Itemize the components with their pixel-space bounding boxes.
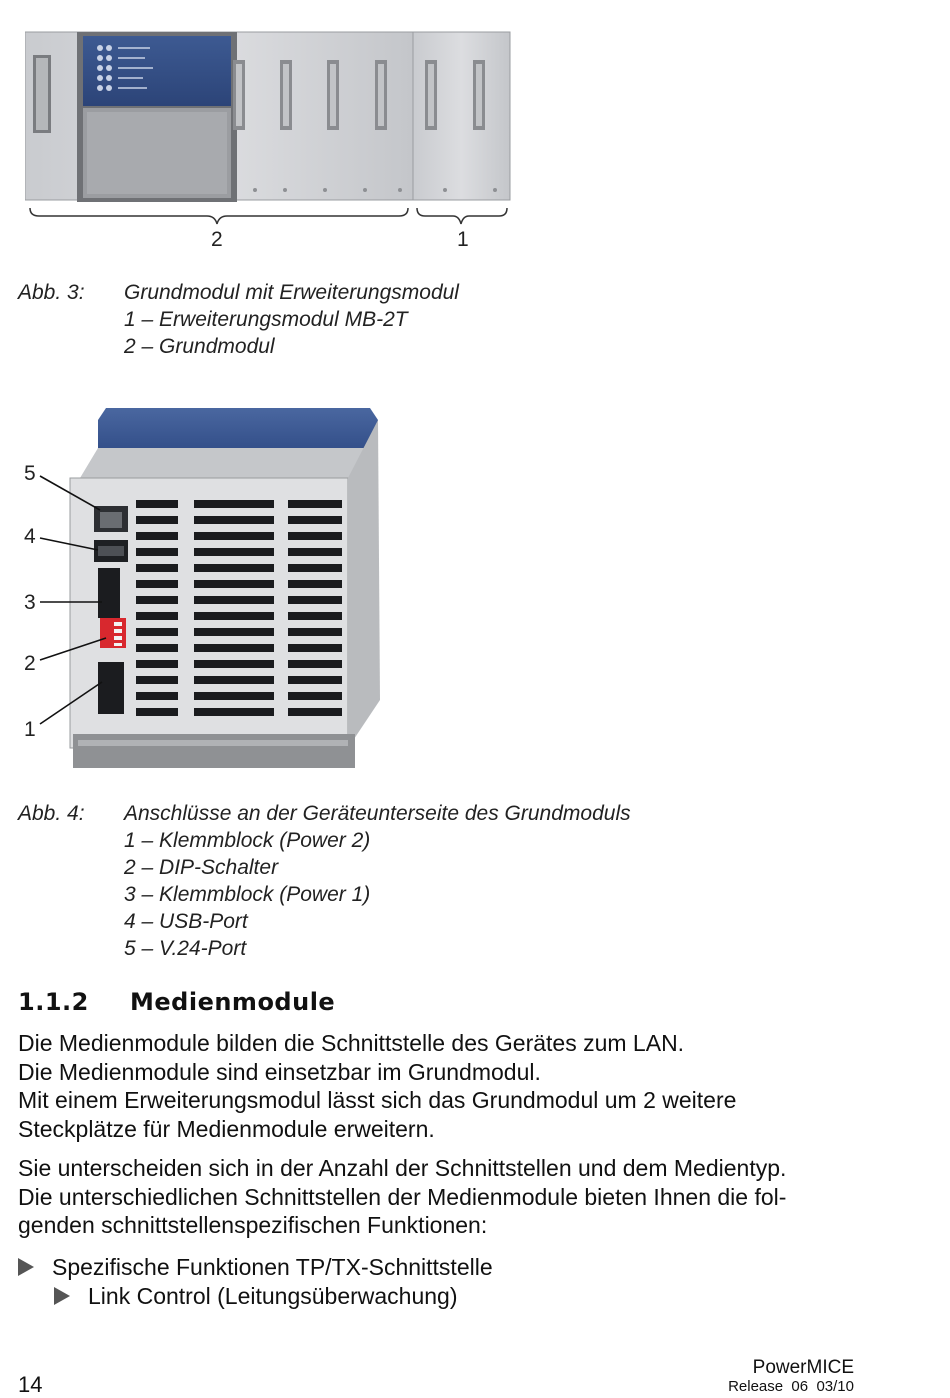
caption-line: 2 – Grundmodul: [124, 335, 275, 358]
callout-2: 2: [24, 652, 36, 675]
paragraph-line: Steckplätze für Medienmodule erweitern.: [18, 1115, 435, 1142]
footer-release: Release 06 03/10: [728, 1378, 854, 1395]
caption-line: 4 – USB-Port: [124, 910, 248, 933]
paragraph-line: Sie unterscheiden sich in der Anzahl der Schnittstellen und dem Medientyp.: [18, 1155, 787, 1181]
bullet-text: Link Control (Leitungsüberwachung): [88, 1283, 458, 1309]
bullet-text: Spezifische Funktionen TP/TX-Schnittstelle: [52, 1254, 493, 1280]
paragraph-line: Die Medienmodule sind einsetzbar im Grundmodul.: [18, 1058, 541, 1085]
figure-4-caption: [124, 800, 631, 962]
caption-line: Grundmodul mit Erweiterungsmodul: [124, 281, 459, 304]
caption-line: Anschlüsse an der Geräteunterseite des Grundmoduls: [124, 802, 631, 825]
caption-line: 1 – Erweiterungsmodul MB-2T: [124, 308, 408, 331]
caption-line: 5 – V.24-Port: [124, 937, 247, 960]
footer-product: PowerMICE: [752, 1357, 854, 1378]
paragraph-line: genden schnittstellenspezifischen Funktionen:: [18, 1212, 488, 1238]
paragraph-2: [18, 1154, 898, 1240]
triangle-bullet-icon: [18, 1258, 34, 1276]
bullet-item-level-1: [18, 1253, 493, 1282]
callout-1: 1: [24, 718, 36, 741]
callout-3: 3: [24, 591, 36, 614]
page-number: 14: [18, 1372, 43, 1397]
callout-2: 2: [211, 228, 223, 251]
bullet-item-level-2: [54, 1282, 458, 1311]
photo-bottom-connectors: [18, 400, 418, 780]
photo-basic-module-with-extension: [25, 30, 515, 255]
triangle-bullet-icon: [54, 1287, 70, 1305]
paragraph-1: [18, 1029, 898, 1143]
paragraph-line: Die unterschiedlichen Schnittstellen der Medienmodule bieten Ihnen die fol-: [18, 1183, 787, 1210]
callout-5: 5: [24, 462, 36, 485]
callout-4: 4: [24, 525, 36, 548]
caption-line: 3 – Klemmblock (Power 1): [124, 883, 371, 906]
callout-1: 1: [457, 228, 469, 251]
figure-basic-module-with-extension: [25, 30, 515, 255]
paragraph-line: Die Medienmodule bilden die Schnittstelle des Gerätes zum LAN.: [18, 1030, 685, 1056]
figure-3-caption: [124, 279, 459, 360]
paragraph-line: Mit einem Erweiterungsmodul lässt sich das Grundmodul um 2 weitere: [18, 1087, 737, 1113]
section-heading: [18, 988, 335, 1016]
section-title: Medienmodule: [130, 988, 336, 1016]
figure-bottom-connectors: [18, 400, 418, 780]
figure-3-label: Abb. 3:: [18, 281, 85, 304]
caption-line: 2 – DIP-Schalter: [124, 856, 279, 879]
figure-4-label: Abb. 4:: [18, 802, 85, 825]
section-number: 1.1.2: [18, 988, 89, 1016]
caption-line: 1 – Klemmblock (Power 2): [124, 829, 371, 852]
